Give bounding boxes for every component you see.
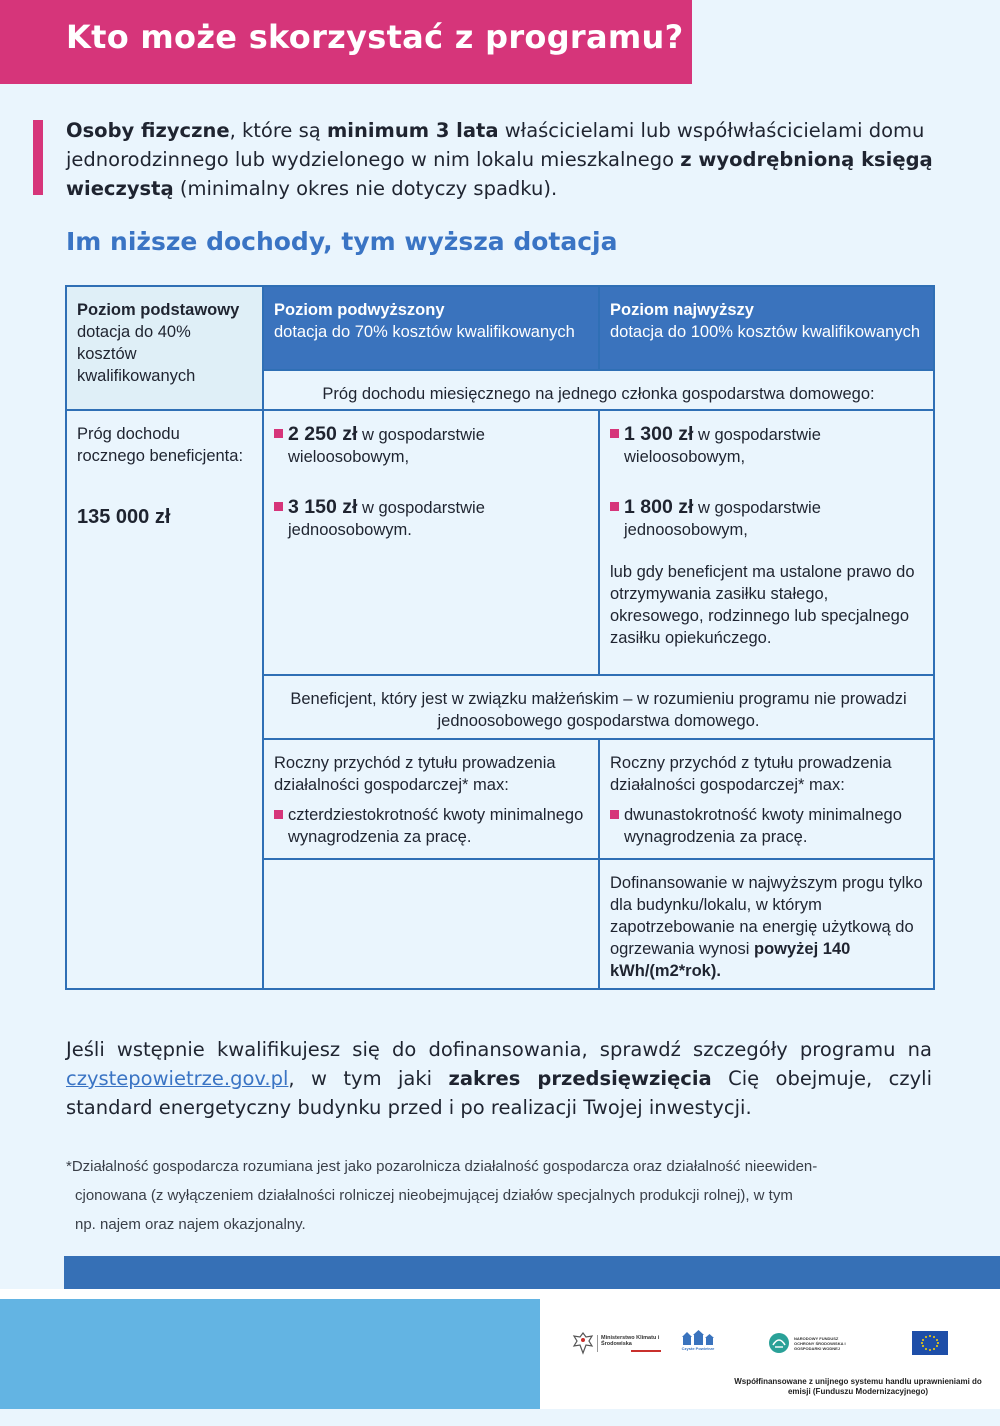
intro-accent-bar: [33, 120, 43, 195]
flag-stripe: [601, 1350, 661, 1352]
program-website-link[interactable]: czystepowietrze.gov.pl: [66, 1067, 289, 1090]
ministry-text-block: [597, 1335, 661, 1352]
monthly-threshold-label: Próg dochodu miesięcznego na jednego członka gospodarstwa domowego:: [263, 370, 934, 410]
program-logo: [680, 1330, 716, 1351]
cta-text-1: Jeśli wstępnie kwalifikujesz się do dofinansowania, sprawdź szczegóły programu na: [66, 1038, 932, 1061]
spacer: [274, 468, 588, 496]
fund-emblem-icon: [768, 1332, 790, 1354]
list-item: [610, 423, 923, 468]
energy-requirement-value: powyżej 140 kWh/(m2*rok).: [610, 940, 851, 980]
raised-level-desc: dotacja do 70% kosztów kwalifikowanych: [274, 323, 575, 341]
bullet-square-icon: [274, 810, 283, 819]
footnote-line: cjonowana (z wyłączeniem działalności rolniczej nieobejmującej działów specjalnych produkcji rolnej), w tym: [75, 1187, 793, 1204]
highest-revenue-label: Roczny przychód z tytułu prowadzenia działalności gospodarczej* max:: [610, 754, 892, 794]
footnote-line: *Działalność gospodarcza rozumiana jest jako pozarolnicza działalność gospodarcza oraz działalność nieewiden-: [66, 1158, 818, 1175]
raised-multi-amount: 2 250 zł: [288, 423, 358, 445]
bullet-square-icon: [610, 502, 619, 511]
fund-name: NARODOWY FUNDUSZ OCHRONY ŚRODOWISKA I GOSPODARKI WODNEJ: [794, 1335, 846, 1351]
spacer: [610, 468, 923, 496]
intro-bold-1: Osoby fizyczne: [66, 119, 230, 142]
program-name: Czyste Powietrze: [681, 1346, 715, 1351]
list-item: [274, 423, 588, 468]
bullet-square-icon: [274, 502, 283, 511]
highest-amounts-cell: [599, 410, 934, 675]
list-item: [274, 496, 588, 541]
eu-flag: [912, 1331, 948, 1355]
page-title: Kto może skorzystać z programu?: [66, 18, 684, 56]
energy-requirement-cell: [599, 859, 934, 989]
raised-revenue-cell: [263, 739, 599, 859]
raised-level-cell: [263, 286, 599, 370]
eu-stars-icon: [918, 1333, 942, 1353]
raised-revenue-label: Roczny przychód z tytułu prowadzenia działalności gospodarczej* max:: [274, 754, 556, 794]
intro-text-2: właścicielami lub współwłaścicielami domu jednorodzinnego lub wydzielonego w nim lokalu mieszkalnego: [66, 119, 925, 171]
list-item: [610, 496, 923, 541]
raised-single-amount: 3 150 zł: [288, 496, 358, 518]
annual-income-label: Próg dochodu rocznego beneficjenta:: [77, 425, 244, 465]
highest-revenue-limit: dwunastokrotność kwoty minimalnego wynagrodzenia za pracę.: [624, 806, 902, 846]
list-item: [274, 804, 588, 848]
bullet-square-icon: [274, 429, 283, 438]
footer-divider: [0, 1289, 1000, 1299]
highest-multi-text: w gospodarstwie wieloosobowym,: [624, 426, 821, 466]
eagle-emblem-icon: [572, 1331, 594, 1355]
intro-paragraph: [66, 116, 936, 203]
ministry-logo: [572, 1331, 662, 1355]
section-subtitle: Im niższe dochody, tym wyższa dotacja: [66, 227, 618, 256]
highest-multi-amount: 1 300 zł: [624, 423, 694, 445]
raised-amounts-cell: [263, 410, 599, 675]
cta-paragraph: [66, 1035, 932, 1122]
annual-income-cell: [66, 410, 263, 989]
ministry-name: Ministerstwo Klimatu i Środowiska: [601, 1334, 660, 1347]
cta-bold: zakres przedsięwzięcia: [448, 1067, 712, 1090]
highest-extra-condition: lub gdy beneficjent ma ustalone prawo do otrzymywania zasiłku stałego, okresowego, rodzinnego lub specjalnego zasiłku opiekuńczego.: [610, 563, 915, 647]
highest-level-desc: dotacja do 100% kosztów kwalifikowanych: [610, 323, 920, 341]
raised-multi-text: w gospodarstwie wieloosobowym,: [288, 426, 485, 466]
list-item: [610, 804, 923, 848]
basic-level-desc: dotacja do 40% kosztów kwalifikowanych: [77, 323, 196, 385]
marriage-note: Beneficjent, który jest w związku małżeńskim – w rozumieniu programu nie prowadzi jednoosobowego gospodarstwa domowego.: [263, 675, 934, 739]
footer-band: [64, 1256, 1000, 1289]
header-banner: [0, 0, 692, 84]
spacer: [610, 541, 923, 561]
bullet-square-icon: [610, 429, 619, 438]
houses-icon: [681, 1330, 715, 1346]
raised-revenue-limit: czterdziestokrotność kwoty minimalnego wynagrodzenia za pracę.: [288, 806, 584, 846]
footer-blue-panel: [0, 1299, 540, 1409]
footnote: [66, 1152, 932, 1239]
bullet-square-icon: [610, 810, 619, 819]
intro-bold-2: minimum 3 lata: [326, 119, 499, 142]
empty-cell: [263, 859, 599, 989]
basic-level-cell: [66, 286, 263, 410]
highest-level-title: Poziom najwyższy: [610, 301, 754, 319]
nfosigw-logo: [768, 1332, 860, 1354]
annual-income-value: 135 000 zł: [77, 506, 171, 528]
footnote-line: np. najem oraz najem okazjonalny.: [75, 1216, 306, 1233]
levels-table: [65, 285, 935, 990]
raised-single-text: w gospodarstwie jednoosobowym.: [288, 499, 485, 539]
cta-text-2: , w tym jaki: [288, 1067, 449, 1090]
spacer: [610, 796, 923, 804]
intro-text-1: , które są: [229, 119, 327, 142]
highest-revenue-cell: [599, 739, 934, 859]
basic-level-title: Poziom podstawowy: [77, 301, 240, 319]
highest-level-cell: [599, 286, 934, 370]
highest-single-amount: 1 800 zł: [624, 496, 694, 518]
raised-level-title: Poziom podwyższony: [274, 301, 445, 319]
intro-text-3: (minimalny okres nie dotyczy spadku).: [173, 177, 558, 200]
spacer: [274, 796, 588, 804]
eu-cofinancing-note: Współfinansowane z unijnego systemu handlu uprawnieniami do emisji (Funduszu Modernizacyjnego): [734, 1377, 982, 1396]
highest-single-text: w gospodarstwie jednoosobowym,: [624, 499, 821, 539]
intro-bold-3: z wyodrębnioną księgą wieczystą: [66, 148, 933, 200]
energy-requirement-text: Dofinansowanie w najwyższym progu tylko dla budynku/lokalu, w którym zapotrzebowanie na energię użytkową do ogrzewania wynosi: [610, 874, 923, 958]
cta-text-3: Cię obejmuje, czyli standard energetyczny budynku przed i po realizacji Twojej inwestycji.: [66, 1067, 932, 1119]
